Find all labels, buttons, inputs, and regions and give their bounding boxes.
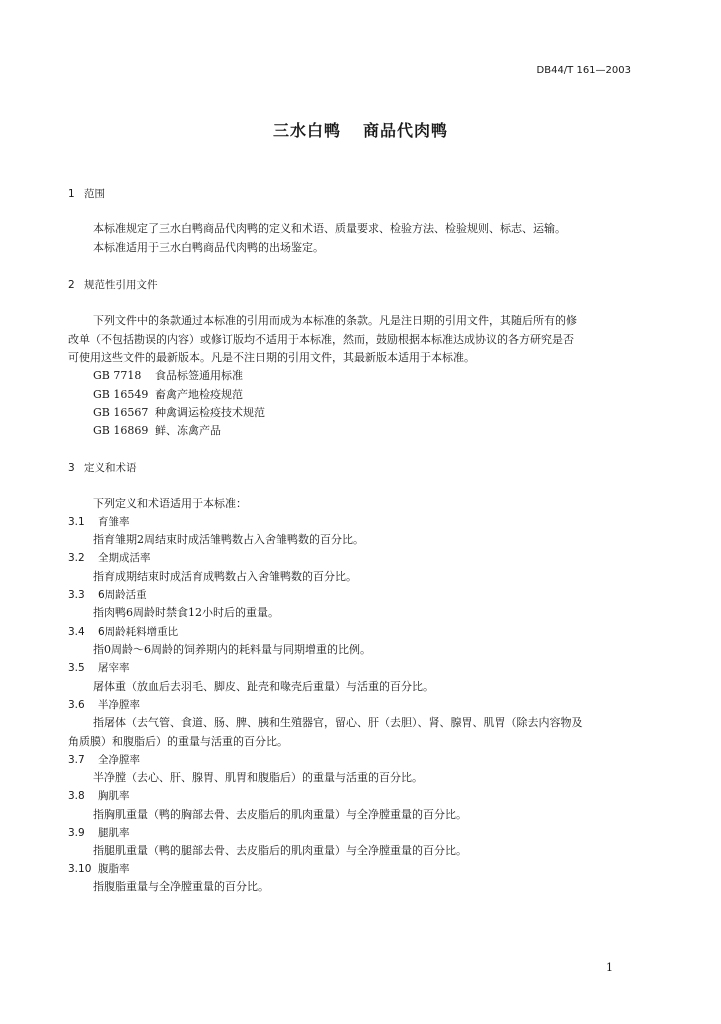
reference-code: GB 16869	[93, 424, 149, 437]
section-number: 1	[68, 188, 75, 200]
term-heading	[68, 550, 151, 566]
term-definition: 指育雏期2周结束时成活雏鸭数占入舍雏鸭数的百分比。	[93, 533, 364, 546]
section-2-line-3: 可使用这些文件的最新版本。凡是不注日期的引用文件，其最新版本适用于本标准。	[68, 351, 475, 364]
term-title: 屠宰率	[98, 662, 130, 674]
term-number: 3.1	[68, 516, 85, 528]
section-2-line-2: 改单（不包括勘误的内容）或修订版均不适用于本标准，然而，鼓励根据本标准达成协议的各方研究是否	[68, 333, 574, 346]
term-definition-continued: 角质膜）和腹脂后）的重量与活重的百分比。	[68, 735, 288, 748]
section-title: 定义和术语	[84, 462, 137, 474]
term-title: 半净膛率	[98, 699, 140, 711]
term-definition: 指0周龄～6周龄的饲养期内的耗料量与同期增重的比例。	[93, 643, 371, 656]
term-title: 全净膛率	[98, 754, 140, 766]
term-number: 3.7	[68, 754, 85, 766]
title-part-1: 三水白鸭	[272, 121, 341, 140]
term-number: 3.9	[68, 827, 85, 839]
term-definition: 指屠体（去气管、食道、肠、脾、胰和生殖器官，留心、肝（去胆）、肾、腺胃、肌胃（除去内容物及	[93, 716, 583, 729]
standard-code: DB44/T 161—2003	[536, 65, 631, 76]
term-number: 3.8	[68, 790, 85, 802]
term-title: 6周龄活重	[98, 589, 147, 601]
reference-code: GB 16567	[93, 406, 149, 419]
term-number: 3.5	[68, 662, 85, 674]
section-3-heading	[68, 460, 137, 476]
term-definition: 指育成期结束时成活育成鸭数占入舍雏鸭数的百分比。	[93, 570, 357, 583]
term-title: 6周龄耗料增重比	[98, 626, 179, 638]
term-title: 全期成活率	[98, 552, 151, 564]
term-definition: 半净膛（去心、肝、腺胃、肌胃和腹脂后）的重量与活重的百分比。	[93, 771, 423, 784]
section-1-heading	[68, 186, 105, 202]
reference-code: GB 16549	[93, 388, 149, 401]
term-definition: 指腿肌重量（鸭的腿部去骨、去皮脂后的肌肉重量）与全净膛重量的百分比。	[93, 844, 467, 857]
term-heading	[68, 861, 130, 877]
term-title: 育雏率	[98, 516, 130, 528]
section-1-paragraph-2: 本标准适用于三水白鸭商品代肉鸭的出场鉴定。	[93, 241, 324, 254]
term-title: 腿肌率	[98, 827, 130, 839]
term-heading	[68, 697, 140, 713]
page-title	[0, 123, 721, 139]
reference-item	[93, 368, 243, 384]
reference-item	[93, 387, 243, 403]
title-part-2: 商品代肉鸭	[363, 121, 449, 140]
term-number: 3.2	[68, 552, 85, 564]
section-number: 2	[68, 279, 75, 291]
section-title: 范围	[84, 188, 105, 200]
term-definition: 指肉鸭6周龄时禁食12小时后的重量。	[93, 606, 279, 619]
term-number: 3.4	[68, 626, 85, 638]
term-definition: 屠体重（放血后去羽毛、脚皮、趾壳和喙壳后重量）与活重的百分比。	[93, 680, 434, 693]
term-heading	[68, 514, 130, 530]
term-number: 3.6	[68, 699, 85, 711]
term-heading	[68, 587, 147, 603]
term-title: 胸肌率	[98, 790, 130, 802]
term-definition: 指胸肌重量（鸭的胸部去骨、去皮脂后的肌肉重量）与全净膛重量的百分比。	[93, 808, 467, 821]
reference-item	[93, 423, 221, 439]
term-title: 腹脂率	[98, 863, 130, 875]
term-heading	[68, 660, 130, 676]
term-heading	[68, 752, 140, 768]
section-3-intro: 下列定义和术语适用于本标准：	[93, 497, 247, 510]
reference-name: 种禽调运检疫技术规范	[155, 406, 265, 419]
reference-code: GB 7718	[93, 369, 142, 382]
term-heading	[68, 825, 130, 841]
term-definition: 指腹脂重量与全净膛重量的百分比。	[93, 880, 269, 893]
page-number: 1	[606, 961, 613, 974]
reference-name: 食品标签通用标准	[155, 369, 243, 382]
term-heading	[68, 788, 130, 804]
section-1-paragraph-1: 本标准规定了三水白鸭商品代肉鸭的定义和术语、质量要求、检验方法、检验规则、标志、运输。	[93, 222, 566, 235]
term-number: 3.3	[68, 589, 85, 601]
section-title: 规范性引用文件	[84, 279, 158, 291]
reference-item	[93, 405, 265, 421]
section-number: 3	[68, 462, 75, 474]
section-2-heading	[68, 277, 158, 293]
term-number: 3.10	[68, 863, 92, 875]
reference-name: 鲜、冻禽产品	[155, 424, 221, 437]
section-2-line-1: 下列文件中的条款通过本标准的引用而成为本标准的条款。凡是注日期的引用文件，其随后所有的修	[93, 314, 577, 327]
term-heading	[68, 624, 178, 640]
reference-name: 畜禽产地检疫规范	[155, 388, 243, 401]
